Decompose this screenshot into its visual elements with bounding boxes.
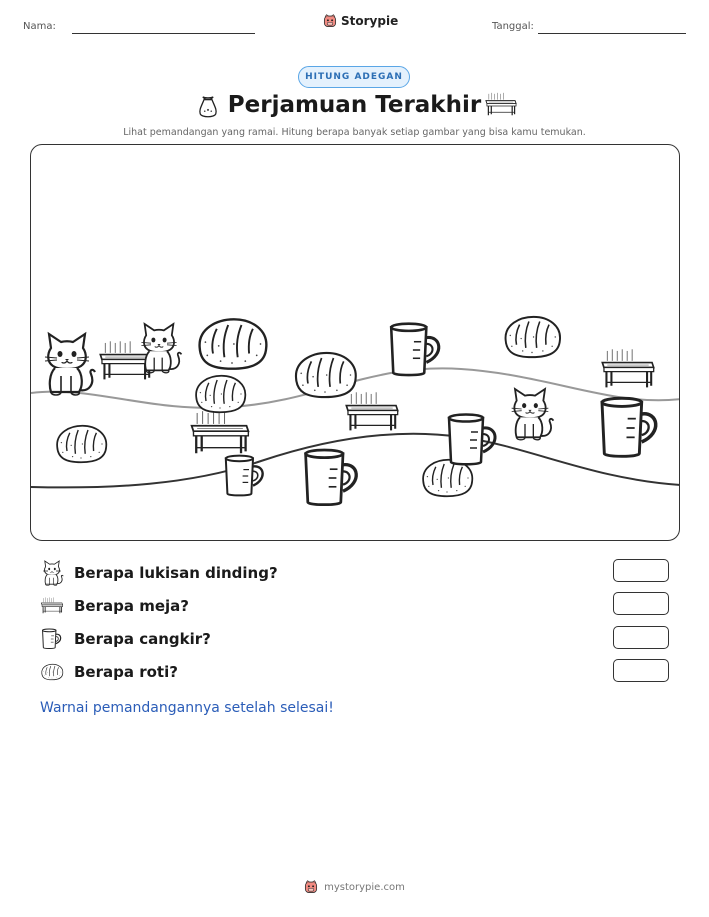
scene-cup <box>449 415 495 465</box>
counting-scene <box>30 144 680 541</box>
answer-box-1[interactable] <box>613 559 669 582</box>
scene-table <box>192 411 249 453</box>
scene-bread <box>296 353 356 397</box>
scene-cat <box>141 324 181 373</box>
footer <box>0 880 709 894</box>
scene-illustration <box>31 145 680 541</box>
scene-table <box>100 341 151 379</box>
scene-cup <box>306 450 357 505</box>
bread-icon <box>40 663 64 681</box>
page-title: Perjamuan Terakhir <box>227 92 482 118</box>
scene-bread <box>506 317 560 357</box>
date-field-line[interactable] <box>538 33 686 34</box>
answer-box-2[interactable] <box>613 592 669 615</box>
date-label: Tanggal: <box>492 21 534 32</box>
name-label: Nama: <box>23 21 56 32</box>
scene-cat <box>512 389 554 440</box>
question-text: Berapa cangkir? <box>74 630 211 648</box>
scene-bread <box>196 376 245 412</box>
question-text: Berapa lukisan dinding? <box>74 564 278 582</box>
question-row-4 <box>40 659 178 685</box>
footer-url[interactable]: mystorypie.com <box>324 881 405 893</box>
question-text: Berapa meja? <box>74 597 189 615</box>
answer-box-3[interactable] <box>613 626 669 649</box>
question-row-1 <box>40 560 278 586</box>
scene-cup <box>391 324 439 375</box>
scene-cat <box>45 334 95 395</box>
question-row-2 <box>40 593 189 619</box>
storypie-mascot-icon <box>304 880 318 894</box>
scene-bread <box>200 319 267 368</box>
brand-name: Storypie <box>341 14 399 28</box>
scene-table <box>346 392 397 430</box>
instructions: Lihat pemandangan yang ramai. Hitung berapa banyak setiap gambar yang bisa kamu temukan. <box>123 127 586 138</box>
brand-logo <box>323 14 398 28</box>
name-field-line[interactable] <box>72 33 255 34</box>
activity-badge: HITUNG ADEGAN <box>298 66 410 88</box>
question-text: Berapa roti? <box>74 663 178 681</box>
scene-bread <box>57 426 106 462</box>
cat-icon <box>40 560 64 586</box>
color-instruction: Warnai pemandangannya setelah selesai! <box>40 700 334 716</box>
storypie-mascot-icon <box>323 14 337 28</box>
cup-icon <box>40 628 64 650</box>
table-icon <box>40 596 64 616</box>
question-row-3 <box>40 626 211 652</box>
table-icon <box>484 92 518 118</box>
scene-cup <box>602 398 656 456</box>
scene-table <box>602 349 653 387</box>
answer-box-4[interactable] <box>613 659 669 682</box>
